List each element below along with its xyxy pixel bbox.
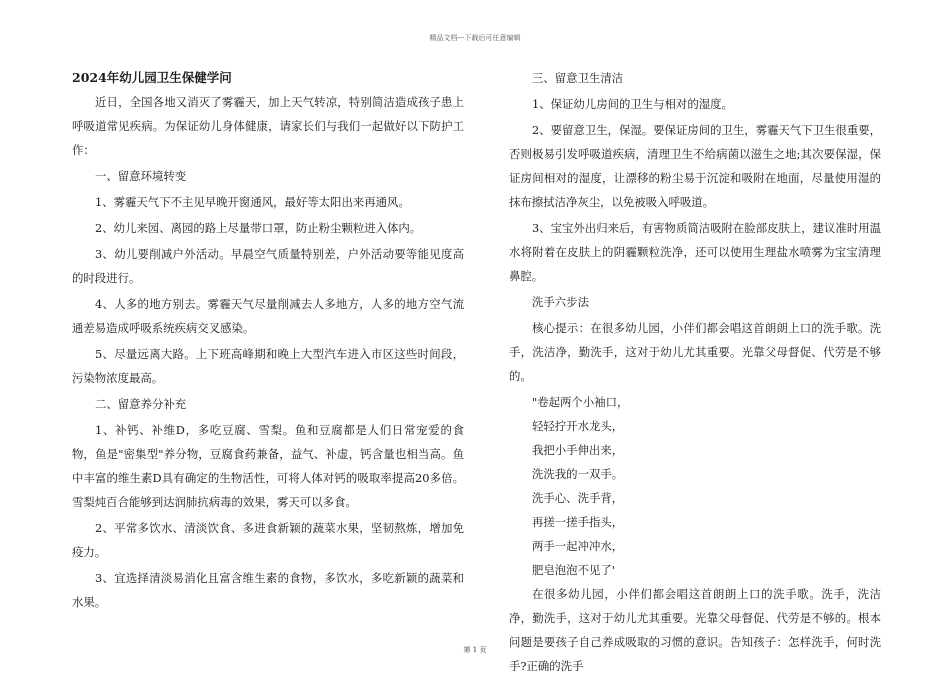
- right-paragraph: 3、宝宝外出归来后，有害物质简洁吸附在脸部皮肤上，建议准时用温水将附着在皮肤上的阴霾颗粒洗净，还可以使用生理盐水喷雾为宝宝清理鼻腔。: [509, 221, 881, 283]
- right-paragraph: 三、留意卫生清洁: [532, 71, 624, 85]
- right-song-line: 洗洗我的一双手。: [532, 467, 624, 481]
- right-song-line: 我把小手伸出来，: [532, 443, 624, 457]
- left-paragraph: 近日，全国各地又消灭了雾霾天，加上天气转凉，特别简洁造成孩子患上呼吸道常见疾病。为保证幼儿身体健康，请家长们与我们一起做好以下防护工作：: [72, 95, 464, 157]
- right-song-line: 肥皂泡泡不见了': [532, 563, 615, 577]
- right-paragraph: 1、保证幼儿房间的卫生与相对的湿度。: [532, 97, 733, 111]
- left-paragraph: 5、尽量远离大路。上下班高峰期和晚上大型汽车进入市区这些时间段，污染物浓度最高。: [72, 347, 464, 385]
- left-paragraph: 2、平常多饮水、清淡饮食、多进食新颖的蔬菜水果，坚韧熬炼，增加免疫力。: [72, 521, 464, 559]
- left-paragraph: 3、宜选择清淡易消化且富含维生素的食物，多饮水，多吃新颖的蔬菜和水果。: [72, 571, 464, 609]
- right-paragraph: 核心提示：在很多幼儿园，小伴们都会唱这首朗朗上口的洗手歌。洗手，洗洁净，勤洗手，这对于幼儿尤其重要。光靠父母督促、代劳是不够的。: [509, 321, 881, 383]
- page-header: 精品文档---下载后可任意编辑: [429, 34, 521, 42]
- page-number: 第 1 页: [463, 646, 487, 654]
- right-song-line: 洗手心、洗手背，: [532, 491, 624, 505]
- left-paragraph: 1、雾霾天气下不主见早晚开窗通风，最好等太阳出来再通风。: [95, 195, 410, 209]
- left-paragraph: 4、人多的地方别去。雾霾天气尽量削减去人多地方，人多的地方空气流通差易造成呼吸系统疾病交叉感染。: [72, 297, 464, 335]
- right-song-line: 两手一起冲冲水，: [532, 539, 624, 553]
- right-paragraph: 2、要留意卫生，保湿。要保证房间的卫生，雾霾天气下卫生很重要，否则极易引发呼吸道疾病，清理卫生不给病菌以滋生之地;其次要保湿，保证房间相对的湿度，让漂移的粉尘易于沉淀和吸附在地面，尽量使用湿的抹布擦拭洁净灰尘，以免被吸入呼吸道。: [509, 123, 881, 209]
- left-paragraph: 3、幼儿要削减户外活动。早晨空气质量特别差，户外活动要等能见度高的时段进行。: [72, 247, 464, 285]
- right-song-line: "卷起两个小袖口，: [532, 395, 629, 409]
- right-paragraph: 在很多幼儿园，小伴们都会唱这首朗朗上口的洗手歌。洗手，洗洁净，勤洗手，这对于幼儿尤其重要。光靠父母督促、代劳是不够的。根本问题是要孩子自己养成吸取的习惯的意识。告知孩子：怎样洗手，何时洗手?正确的洗手: [509, 587, 881, 673]
- right-song-line: 轻轻拧开水龙头，: [532, 419, 624, 433]
- left-paragraph: 2、幼儿来园、离园的路上尽量带口罩，防止粉尘颗粒进入体内。: [95, 221, 422, 235]
- right-song-line: 再搓一搓手指头，: [532, 515, 624, 529]
- right-paragraph: 洗手六步法: [532, 295, 589, 309]
- left-paragraph: 一、留意环境转变: [95, 169, 187, 183]
- left-paragraph: 二、留意养分补充: [95, 397, 187, 411]
- right-column: [509, 66, 881, 680]
- left-paragraph: 1、补钙、补维D，多吃豆腐、雪梨。鱼和豆腐都是人们日常宠爱的食物，鱼是"密集型"养分物，豆腐食药兼备，益气、补虚，钙含量也相当高。鱼中丰富的维生素D具有确定的生物活性，可将人体对钙的吸取率提高20多倍。雪梨炖百合能够到达润肺抗病毒的效果，雾天可以多食。: [72, 423, 464, 509]
- left-column: [72, 66, 464, 616]
- document-title: 2024年幼儿园卫生保健学问: [72, 70, 232, 85]
